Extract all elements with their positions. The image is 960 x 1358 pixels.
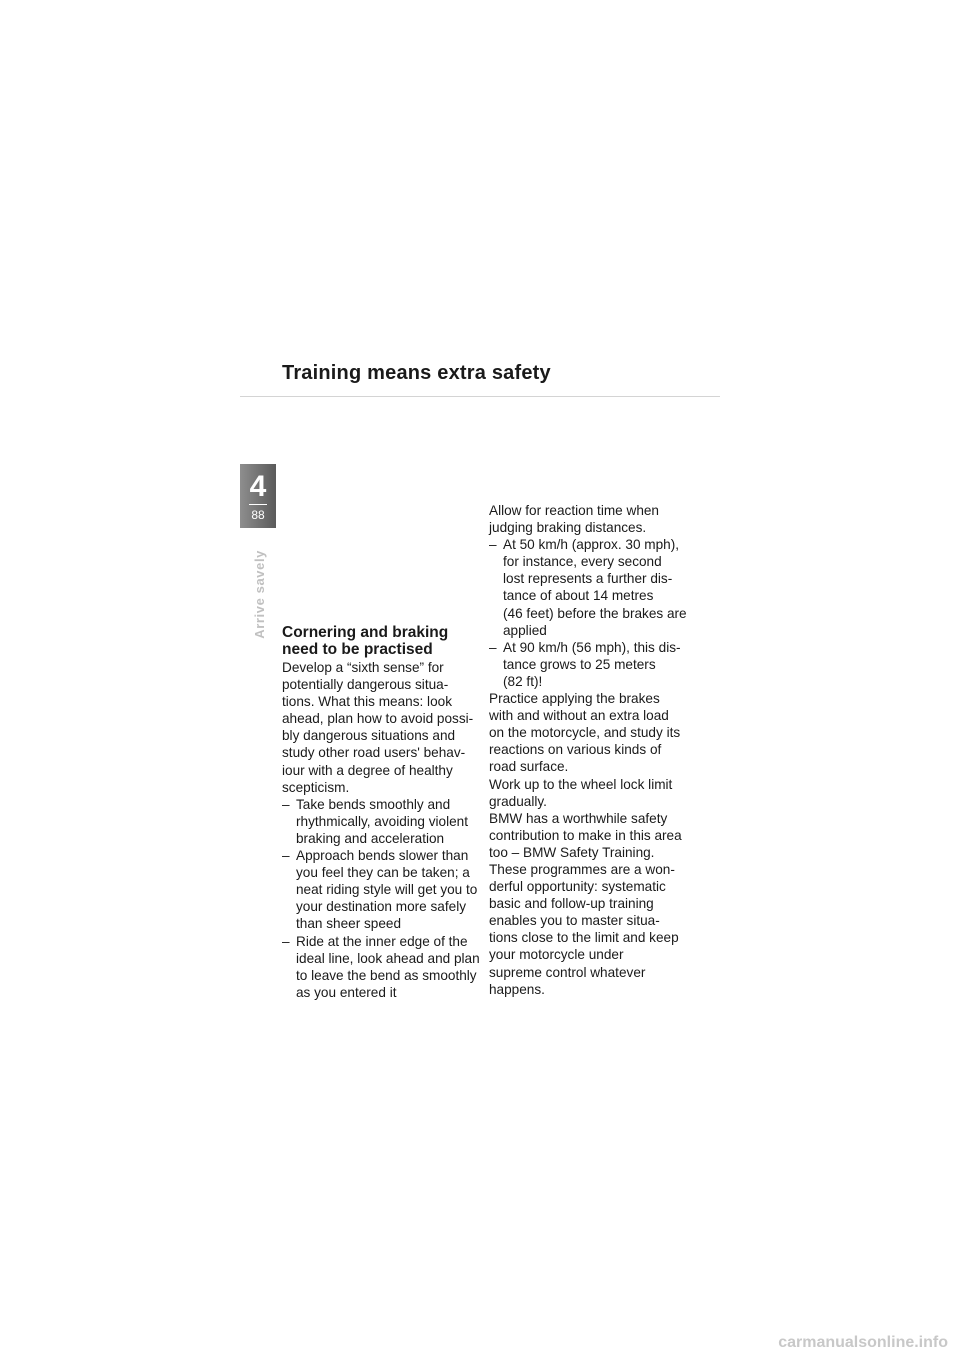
text-line: road surface.	[489, 759, 569, 775]
right-column	[489, 502, 689, 998]
page-number: 88	[251, 508, 265, 522]
page-title: Training means extra safety	[282, 362, 551, 384]
text-line: your destination more safely	[296, 899, 467, 915]
chapter-number: 4	[249, 470, 267, 503]
text-line: Work up to the wheel lock limit	[489, 776, 673, 792]
text-line: derful opportunity: systematic	[489, 879, 666, 895]
text-line: rhythmically, avoiding violent	[296, 813, 469, 829]
bullet-list	[489, 536, 689, 690]
text-line: potentially dangerous situa-	[282, 677, 449, 693]
text-line: tions. What this means: look	[282, 694, 452, 710]
bullet-item	[282, 847, 482, 932]
text-line: than sheer speed	[296, 916, 402, 932]
text-line: judging braking distances.	[489, 520, 647, 536]
text-line: bly dangerous situations and	[282, 728, 456, 744]
text-line: with and without an extra load	[489, 708, 669, 724]
text-line: tance grows to 25 meters	[503, 656, 656, 672]
text-line: Take bends smoothly and	[296, 796, 451, 812]
intro-paragraph	[489, 502, 689, 536]
text-line: applied	[503, 622, 547, 638]
text-line: too – BMW Safety Training.	[489, 844, 655, 860]
bullet-item	[282, 796, 482, 847]
text-line: you feel they can be taken; a	[296, 865, 470, 881]
text-line: Ride at the inner edge of the	[296, 933, 468, 949]
section-heading-line: need to be practised	[282, 641, 433, 658]
intro-paragraph	[282, 659, 482, 796]
bullet-item	[489, 536, 689, 639]
section-heading-line: Cornering and braking	[282, 624, 449, 641]
text-line: tance of about 14 metres	[503, 588, 654, 604]
text-line: These programmes are a won-	[489, 861, 675, 877]
text-line: iour with a degree of healthy	[282, 762, 453, 778]
text-line: study other road users' behav-	[282, 745, 466, 761]
text-line: Practice applying the brakes	[489, 691, 660, 707]
text-line: ideal line, look ahead and plan	[296, 950, 480, 966]
text-line: tions close to the limit and keep	[489, 930, 679, 946]
text-line: scepticism.	[282, 779, 350, 795]
bullet-item	[489, 639, 689, 690]
text-line: basic and follow-up training	[489, 896, 654, 912]
text-line: for instance, every second	[503, 554, 662, 570]
text-line: ahead, plan how to avoid possi-	[282, 711, 474, 727]
text-line: (82 ft)!	[503, 673, 543, 689]
section-side-label: Arrive savely	[252, 550, 267, 639]
text-line: braking and acceleration	[296, 830, 445, 846]
text-line: (46 feet) before the brakes are	[503, 605, 687, 621]
section-heading	[282, 624, 482, 658]
text-line: happens.	[489, 981, 545, 997]
text-line: BMW has a worthwhile safety	[489, 810, 668, 826]
body-paragraph	[489, 690, 689, 998]
text-line: on the motorcycle, and study its	[489, 725, 681, 741]
left-column	[282, 624, 482, 1001]
text-line: enables you to master situa-	[489, 913, 660, 929]
text-line: to leave the bend as smoothly	[296, 967, 477, 983]
title-divider	[240, 396, 720, 397]
text-line: Allow for reaction time when	[489, 503, 659, 518]
text-line: neat riding style will get you to	[296, 882, 478, 898]
watermark: carmanualsonline.info	[778, 1334, 948, 1351]
bullet-list	[282, 796, 482, 1001]
text-line: contribution to make in this area	[489, 827, 682, 843]
text-line: lost represents a further dis-	[503, 571, 673, 587]
text-line: Develop a “sixth sense” for	[282, 660, 444, 675]
text-line: Approach bends slower than	[296, 848, 469, 864]
text-line: supreme control whatever	[489, 964, 646, 980]
text-line: as you entered it	[296, 984, 397, 1000]
text-line: your motorcycle under	[489, 947, 624, 963]
text-line: At 90 km/h (56 mph), this dis-	[503, 639, 681, 655]
text-line: At 50 km/h (approx. 30 mph),	[503, 537, 680, 553]
chapter-tab	[240, 464, 276, 528]
chapter-tab-divider	[249, 504, 267, 505]
text-line: gradually.	[489, 793, 547, 809]
bullet-item	[282, 933, 482, 1001]
text-line: reactions on various kinds of	[489, 742, 662, 758]
